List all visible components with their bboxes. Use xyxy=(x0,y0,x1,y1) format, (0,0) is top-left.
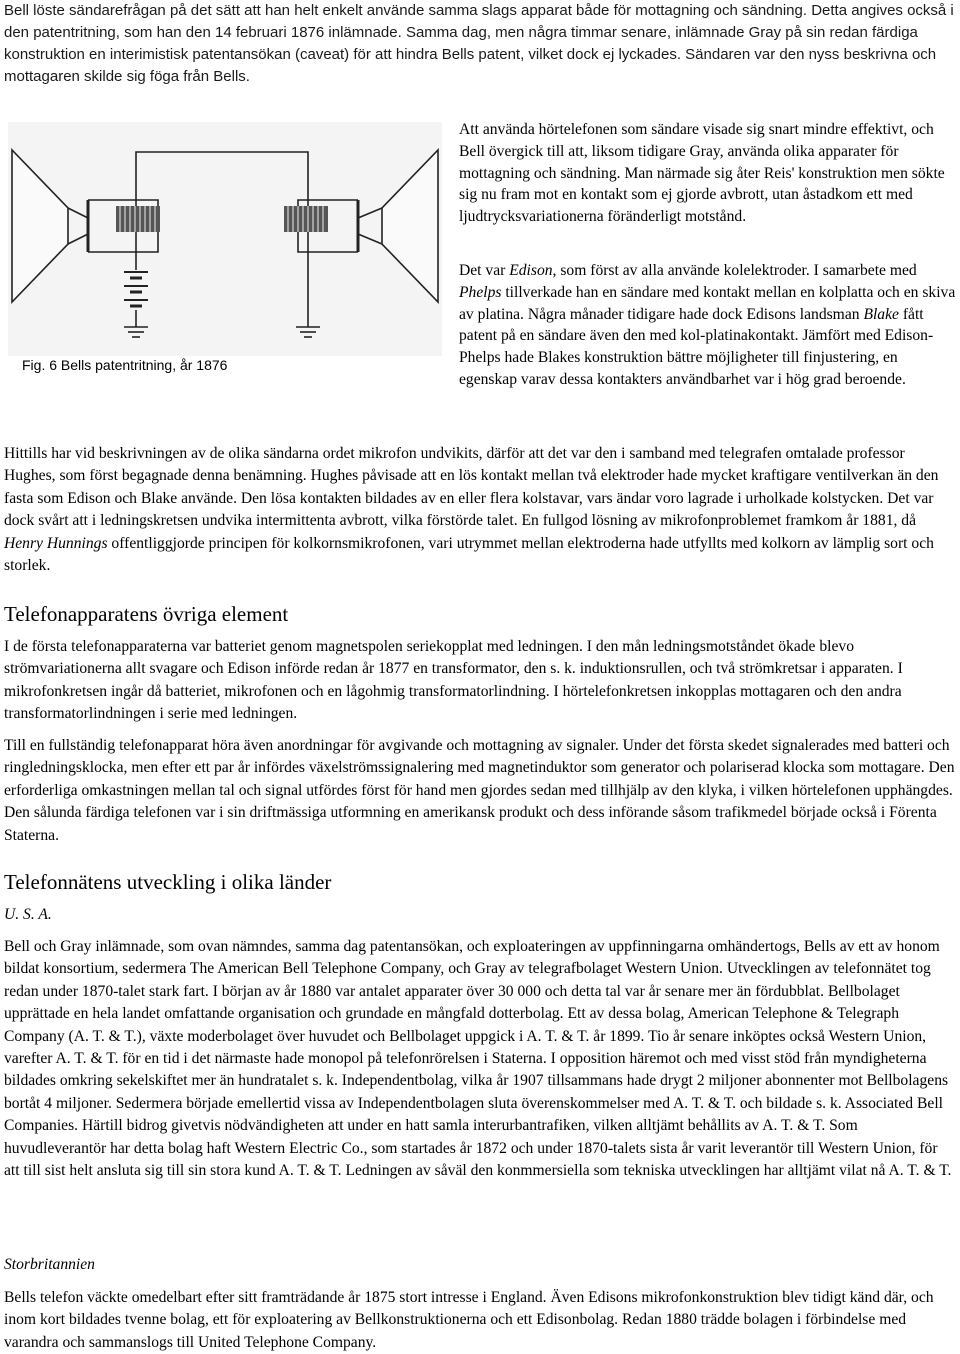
section-heading-apparatus: Telefonapparatens övriga element xyxy=(4,602,289,626)
patent-drawing-image xyxy=(8,122,442,356)
name-phelps: Phelps xyxy=(459,283,502,301)
uk-paragraph: Bells telefon väckte omedelbart efter sitt framträdande år 1875 stort intresse i England. Även Edisons mikrofonkonstruktion blev tidigt känd där, och inom kort bildades tvenne bolag, ett för exploatering av Bellkonstruktionerna och ett Edisonbolag. Redan 1880 trädde bolagen i förbindelse med varandra och sammanslogs till United Telephone Company. xyxy=(4,1289,934,1351)
right-column-paragraph-1: Att använda hörtelefonen som sändare visade sig snart mindre effektivt, och Bell övergick till att, liksom tidigare Gray, använda olika apparater för mottagning och sändning. Man närmade sig åter Reis' konstruktion men sökte sig nu fram mot en kontakt som ej gjorde avbrott, utan åstadkom ett med ljudtrycksvariationerna föränderligt motstånd. xyxy=(459,121,945,226)
subheading-uk: Storbritannien xyxy=(4,1256,95,1273)
subheading-usa: U. S. A. xyxy=(4,906,52,923)
text-segment: fått patent på en sändare även den med kol-platinakontakt. Jämfört med Edison-Phelps hade Blakes konstruktion bättre möjligheter till finjustering, en egenskap varav dessa kontakters användbarhet var i hög grad beroende. xyxy=(459,305,934,388)
patent-drawing-figure xyxy=(8,122,442,356)
text-segment: tillverkade han en sändare med kontakt mellan en kolplatta och en skiva av platina. Några månader tidigare hade dock Edisons landsman xyxy=(459,283,956,323)
name-hunnings: Henry Hunnings xyxy=(4,534,108,552)
right-column-paragraph-2 xyxy=(459,260,958,391)
apparatus-paragraph-2: Till en fullständig telefonapparat höra även anordningar för avgivande och mottagning av signaler. Under det första skedet signalerades med batteri och ringledningsklocka, men efter ett par år infördes växelströmssignalering med magnetinduktor som generator och polariserad klocka som mottagare. Den erforderliga omkastningen mellan tal och signal utfördes först för hand men gjordes sedan med tillhjälp av den klyka, i vilken hörtelefonen upphängdes. Den sålunda färdiga telefonen var i sin driftmässiga utformning en amerikansk produkt och dess införande såsom trafikmedel började också i Förenta Staterna. xyxy=(4,737,955,844)
text-segment: Hittills har vid beskrivningen av de olika sändarna ordet mikrofon undvikits, därför att det var den i samband med telegrafen omtalade professor Hughes, som först begagnade denna benämning. Hughes påvisade att en lös kontakt mellan två elektroder hade mycket kraftigare ventilverkan än den fasta som Edison och Blake använde. Den lösa kontakten bildades av en eller flera kolstavar, vars ändar voro lagrade i urholkade kolstycken. Det var dock svårt att i ledningskretsen undvika intermittenta avbrott, vilka förstörde talet. En fullgod lösning av mikrofonproblemet framkom år 1881, då xyxy=(4,445,939,530)
section-heading-networks: Telefonnätens utveckling i olika länder xyxy=(4,870,332,894)
text-segment: Det var xyxy=(459,262,510,279)
apparatus-paragraph-1: I de första telefonapparaterna var batteriet genom magnetspolen seriekopplat med ledningen. I den mån ledningsmotståndet ökade blevo strömvariationerna allt svagare och Edison införde redan år 1877 en transformator, den s. k. induktionsrullen, och två strömkretsar i apparaten. I mikrofonkretsen ingår då batteriet, mikrofonen och en lågohmig transformatorlindning. I hörtelefonkretsen inkopplas mottagaren och den andra transformatorlindningen i serie med ledningen. xyxy=(4,638,903,723)
figure-caption: Fig. 6 Bells patentritning, år 1876 xyxy=(22,357,228,373)
text-segment: offentliggjorde principen för kolkornsmikrofonen, vari utrymmet mellan elektroderna hade utfyllts med kolkorn av lämplig sort och storlek. xyxy=(4,534,934,575)
name-blake: Blake xyxy=(863,305,899,323)
microphone-paragraph xyxy=(4,443,956,577)
intro-paragraph: Bell löste sändarefrågan på det sätt att han helt enkelt använde samma slags apparat både för mottagning och sändning. Detta angives också i den patentritning, som han den 14 februari 1876 inlämnade. Samma dag, men några timmar senare, inlämnade Gray på sin redan färdiga konstruktion en interimistisk patentansökan (caveat) för att hindra Bells patent, vilket dock ej lyckades. Sändaren var den nyss beskrivna och mottagaren skilde sig föga från Bells. xyxy=(4,2,954,85)
usa-paragraph: Bell och Gray inlämnade, som ovan nämndes, samma dag patentansökan, och exploateringen av uppfinningarna omhändertogs, Bells av ett av honom bildat konsortium, sedermera The American Bell Telephone Company, och Gray av telegrafbolaget Western Union. Utvecklingen av telefonnätet tog redan under 1870-talet stark fart. I början av år 1880 var antalet apparater över 30 000 och detta tal var år senare mer än fördubblat. Bellbolaget upprättade en hela landet omfattande organisation och grundade en mångfald dotterbolag. Ett av dessa bolag, American Telephone & Telegraph Company (A. T. & T.), växte moderbolaget över huvudet och Bellbolaget uppgick i A. T. & T. år 1899. Tio år senare inköptes också Western Union, varefter A. T. & T. för en tid i det närmaste hade monopol på telefonrörelsen i Staterna. I opposition häremot och med visst stöd från myndigheterna bildades omkring sekelskiftet mer än hundratalet s. k. Independentbolag, vilka år 1907 tillsammans hade drygt 2 miljoner abonnenter mot Bellbolagens bortåt 4 miljoner. Sedermera började emellertid vissa av Independentbolagen sluta överenskommelser med A. T. & T. och bildade s. k. Associated Bell Companies. Härtill bidrog givetvis nödvändigheten att under en hatt samla interurbantrafiken, vilken alltjämt behållits av A. T. & T. Som huvudleverantör har detta bolag haft Western Electric Co., som startades år 1872 och under 1870-talets sista år varit leverantör till Western Union, för att till sist helt ansluta sig till sin stora kund A. T. & T. Ledningen av såväl den konmmersiella som tekniska utvecklingen har alltjämt vilat nå A. T. & T. xyxy=(4,938,952,1180)
text-segment: som först av alla använde kolelektroder. I samarbete med xyxy=(556,262,917,279)
name-edison: Edison, xyxy=(509,262,557,279)
